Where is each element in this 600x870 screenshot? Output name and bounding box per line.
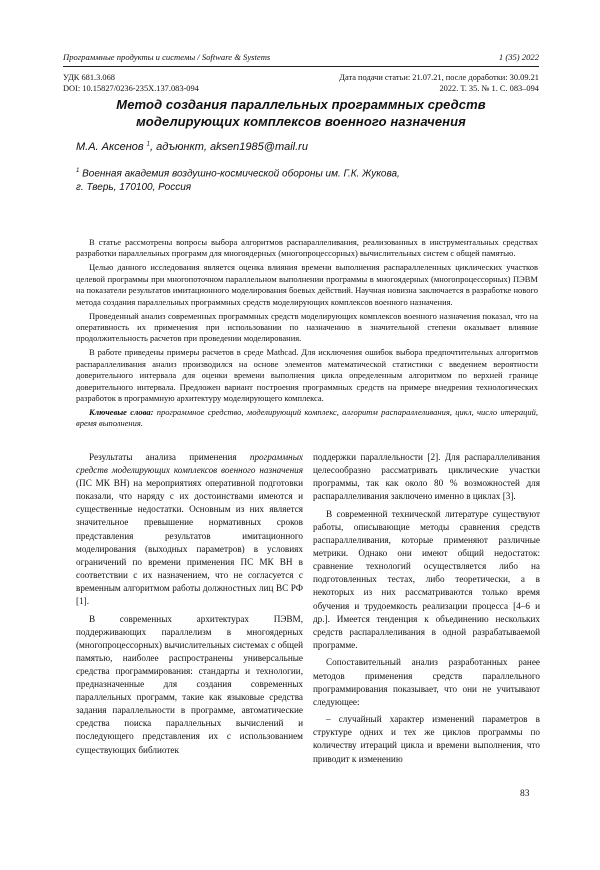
body-paragraph: В современной технической литературе существуют работы, описывающие методы сравнения средств распараллеливания, которые применяют различные метрики. Однако они имеют общий недостаток: сравнение технологий осуществляется либо на подготовленных тестах, либо теоретически, а в некоторых из них рассматриваются только время обучения и трудоемкость реализации процесса [4–6 и др.]. Имеется тенденция к объединению нескольких средств распараллеливания в одной разрабатываемой программе. <box>313 508 540 650</box>
body-paragraph: поддержки параллельности [2]. Для распараллеливания целесообразно рассматривать циклические участки программы, так как около 80 % возможностей для распараллеливания заключено именно в циклах [3]. <box>313 452 540 502</box>
running-header <box>63 52 539 62</box>
citation-info: 2022. Т. 35. № 1. С. 083–094 <box>439 84 539 93</box>
abstract-paragraph: В статье рассмотрены вопросы выбора алгоритмов распараллеливания, реализованных в инструментальных средствах разработки параллельных программ для многоядерных (многопроцессорных) вычислительных систем с общей памятью. <box>76 237 538 259</box>
keywords <box>76 407 538 430</box>
left-column <box>76 451 303 757</box>
right-column <box>313 451 540 766</box>
body-text: Результаты анализа применения <box>89 452 250 462</box>
author-affil-mark: 1 <box>146 141 151 148</box>
abstract-paragraph: В работе приведены примеры расчетов в среде Mathcad. Для исключения ошибок выбора предпочтительных алгоритмов распараллеливания анализ производился на основе элементов математической статистики с введением вероятности доверительного интервала для оценки времени выполнения цикла определенным алгоритмом по верхней границе доверительного интервала. Предложен вариант построения программных средств на примере внедрения технологических разработок в программную архитектуру моделирующего комплекса. <box>76 347 538 404</box>
title-line-1: Метод создания параллельных программных средств <box>116 97 486 112</box>
body-emphasis: программных средств моделирующих комплексов военного назначения <box>76 452 303 476</box>
meta-row-2 <box>63 84 539 93</box>
abstract-paragraph: Целью данного исследования является оценка влияния времени выполнения распараллеленных циклических участков целевой программы при многопоточном параллельном выполнении программы в многоядерных (многопроцессорных) ПЭВМ на показатели результатов имитационного моделирования боевых действий. Научная новизна заключается в разработке нового метода создания параллельных программных средств моделирующих комплексов военного назначения. <box>76 262 538 307</box>
author-line <box>76 141 308 153</box>
affil-line-1: Военная академия воздушно-космической обороны им. Г.К. Жукова, <box>79 168 400 180</box>
affil-mark: 1 <box>76 168 80 174</box>
doi: DOI: 10.15827/0236-235X.137.083-094 <box>63 84 199 93</box>
body-paragraph: – случайный характер изменений параметров в структуре одних и тех же циклов программы по количеству итераций цикла и времени выполнения, что приводит к изменению <box>313 714 540 764</box>
author-details: , адъюнкт, aksen1985@mail.ru <box>150 141 308 153</box>
keywords-label: Ключевые слова: <box>89 407 154 418</box>
affiliation <box>76 165 400 194</box>
keywords-list: программное средство, моделирующий комплекс, алгоритм распараллеливания, цикл, число итераций, время выполнения. <box>76 407 538 429</box>
meta-row-1 <box>63 73 539 82</box>
submission-dates: Дата подачи статьи: 21.07.21, после доработки: 30.09.21 <box>339 73 539 82</box>
header-rule <box>63 66 539 67</box>
udc-code: УДК 681.3.068 <box>63 73 115 82</box>
body-paragraph <box>76 451 303 608</box>
abstract <box>76 237 538 432</box>
title-line-2: моделирующих комплексов военного назначения <box>136 114 466 129</box>
issue-number: 1 (35) 2022 <box>498 52 539 62</box>
page-number: 83 <box>520 789 530 799</box>
journal-name: Программные продукты и системы / Software & Systems <box>63 52 271 62</box>
article-title <box>63 96 539 130</box>
body-paragraph: Сопоставительный анализ разработанных ранее методов применения средств параллельного программирования показывает, что они не учитывают следующее: <box>313 657 540 707</box>
affil-line-2: г. Тверь, 170100, Россия <box>76 181 192 193</box>
abstract-paragraph: Проведенный анализ современных программных средств моделирующих комплексов военного назначения показал, что на оперативность их применения при использовании по назначению в значительной степени оказывает влияние продолжительность расчетов при проведении моделирования. <box>76 310 538 344</box>
author-name: М.А. Аксенов <box>76 141 144 153</box>
body-text: (ПС МК ВН) на мероприятиях оперативной подготовки показали, что наряду с их достоинствами имеются и существенные недостатки. Основным из них является значительное превышение нормативных сроков представления результатов имитационного моделирования (выходных параметров) в условиях ограничений по времени применения ПС МК ВН в соответствии с их назначением, что не согласуется с временным алгоритмом работы должностных лиц ВС РФ [1]. <box>76 478 303 607</box>
body-paragraph: В современных архитектурах ПЭВМ, поддерживающих параллелизм в многоядерных (многопроцессорных) вычислительных системах с общей памятью, наиболее распространены универсальные средства программирования: стандарты и технологии, предназначенные для создания современных параллельных программ, такие как языковые средства задания параллельности в программе, автоматические средства поиска параллельных вычислений и последующего представления их с использованием существующих библиотек <box>76 613 303 755</box>
